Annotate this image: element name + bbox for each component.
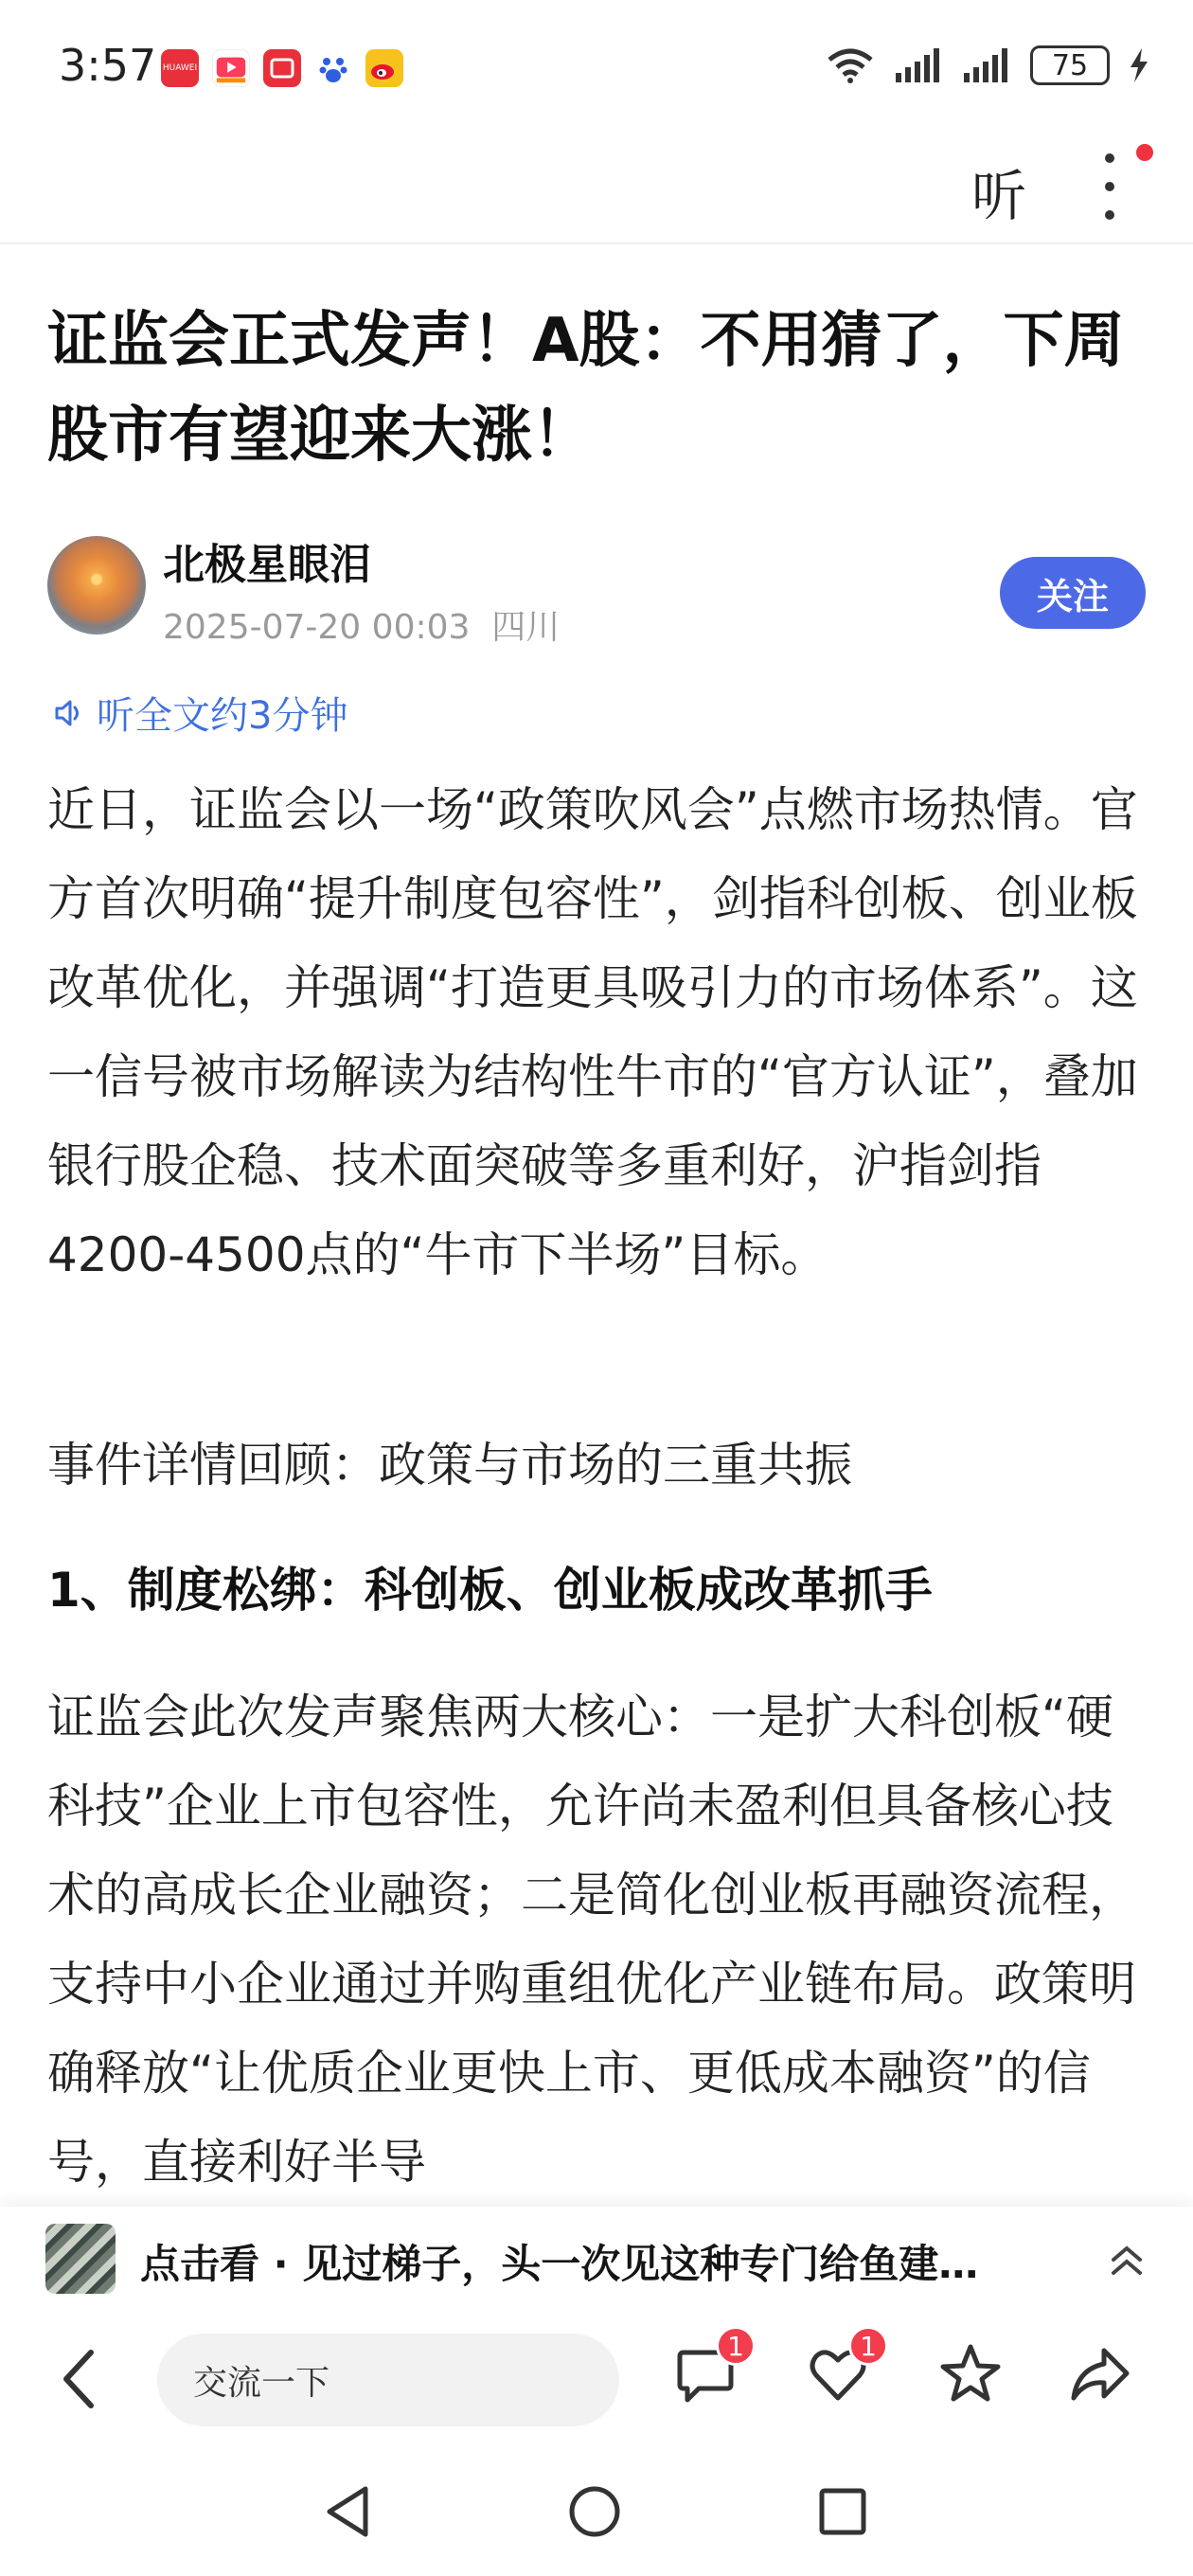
more-options-button[interactable] xyxy=(1098,153,1121,220)
status-time: 3:57 xyxy=(59,40,157,91)
battery-indicator: 75 xyxy=(1030,45,1110,85)
share-icon xyxy=(1068,2341,1131,2407)
nav-back-icon[interactable] xyxy=(322,2483,375,2540)
article-paragraph: 事件详情回顾：政策与市场的三重共振 xyxy=(47,1438,852,1493)
recommend-text: 点击看 · 见过梯子，头一次见这种专门给鱼建… xyxy=(140,2241,979,2287)
more-dot-icon xyxy=(1105,210,1114,220)
weibo-app-icon xyxy=(365,49,403,87)
wifi-icon xyxy=(826,46,875,84)
article-paragraph: 近日，证监会以一场“政策吹风会”点燃市场热情。官方首次明确“提升制度包容性”，剑指科创板、创业板改革优化，并强调“打造更具吸引力的市场体系”。这一信号被市场解读为结构性牛市的“官方认证”，叠加银行股企稳、技术面突破等多重利好，沪指剑指4200-4500点的“牛市下半场”目标。 xyxy=(47,782,1138,1282)
article-top-bar xyxy=(0,133,1193,244)
signal-icon xyxy=(894,46,943,84)
like-button[interactable] xyxy=(807,2330,877,2411)
speaker-icon xyxy=(51,696,85,730)
video-app-icon xyxy=(212,49,250,87)
back-arrow-icon[interactable] xyxy=(53,2343,106,2415)
follow-button[interactable]: 关注 xyxy=(1000,557,1146,629)
nav-recents-icon[interactable] xyxy=(816,2483,869,2540)
red-app-icon xyxy=(263,49,301,87)
favorite-button[interactable] xyxy=(939,2341,1002,2411)
bottom-action-bar xyxy=(0,2313,1193,2445)
status-right xyxy=(826,45,1149,85)
system-navigation-bar xyxy=(0,2445,1193,2576)
listen-full-label: 听全文约3分钟 xyxy=(97,694,348,738)
nav-home-icon[interactable] xyxy=(566,2483,623,2540)
publish-datetime: 2025-07-20 00:03 xyxy=(163,608,471,647)
notification-app-icons xyxy=(161,49,403,87)
author-name[interactable]: 北极星眼泪 xyxy=(163,541,371,589)
author-row xyxy=(47,530,1146,647)
huawei-app-icon xyxy=(161,49,199,87)
status-bar xyxy=(0,0,1193,133)
like-count-badge: 1 xyxy=(848,2326,888,2366)
recommend-thumbnail xyxy=(45,2224,116,2294)
baidu-app-icon xyxy=(314,49,352,87)
article-subheading: 1、制度松绑：科创板、创业板成改革抓手 xyxy=(47,1563,933,1618)
listen-full-article[interactable] xyxy=(51,686,347,740)
signal-icon-2 xyxy=(962,46,1011,84)
comment-input[interactable]: 交流一下 xyxy=(157,2334,619,2426)
article-title: 证监会正式发声！A股：不用猜了，下周股市有望迎来大涨！ xyxy=(47,306,1125,471)
star-icon xyxy=(939,2341,1002,2407)
listen-button[interactable]: 听 xyxy=(970,164,1026,228)
recommended-article-banner[interactable] xyxy=(0,2207,1193,2313)
publish-location: 四川 xyxy=(491,608,561,647)
more-dot-icon xyxy=(1105,182,1114,191)
more-dot-icon xyxy=(1105,153,1114,163)
notification-dot xyxy=(1136,144,1153,161)
article-paragraph: 证监会此次发声聚焦两大核心：一是扩大科创板“硬科技”企业上市包容性，允许尚未盈利但具备核心技术的高成长企业融资；二是简化创业板再融资流程，支持中小企业通过并购重组优化产业链布局。政策明确释放“让优质企业更快上市、更低成本融资”的信号，直接利好半导 xyxy=(47,1690,1136,2190)
chevron-up-icon[interactable] xyxy=(1108,2231,1146,2288)
share-button[interactable] xyxy=(1068,2341,1131,2411)
charging-icon xyxy=(1129,46,1149,84)
comment-count-badge: 1 xyxy=(716,2326,756,2366)
comment-button[interactable] xyxy=(674,2330,744,2411)
author-meta xyxy=(163,600,560,649)
author-avatar[interactable] xyxy=(47,536,146,635)
huawei-app-label: HUAWEI xyxy=(162,63,198,73)
